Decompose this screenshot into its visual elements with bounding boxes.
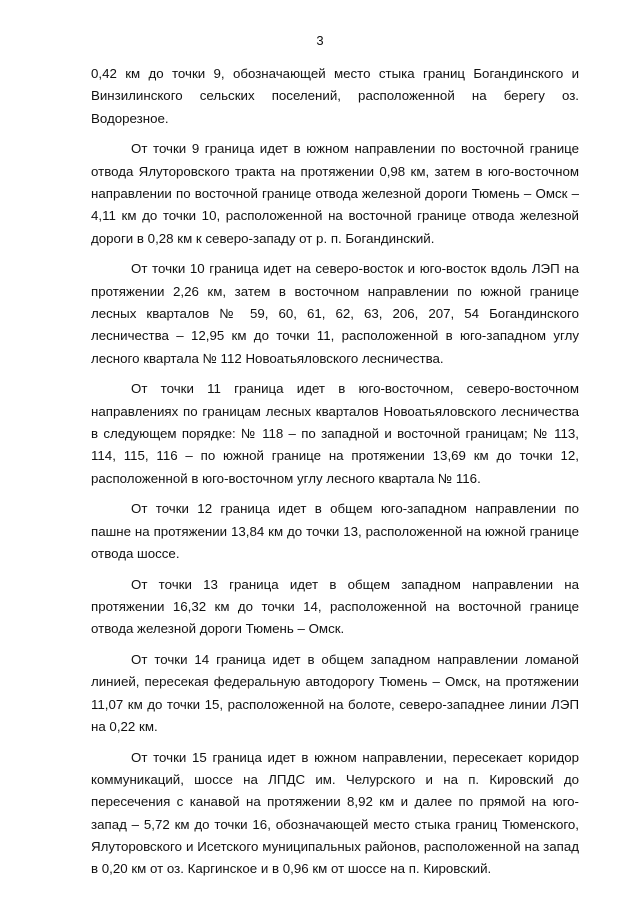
paragraph-point-13: От точки 13 граница идет в общем западном направлении на протяжении 16,32 км до точки 14, расположенной на восточной границе отвода железной дороги Тюмень – Омск. (91, 576, 579, 637)
page-number: 3 (316, 33, 324, 48)
paragraph-point-10: От точки 10 граница идет на северо-восток и юго-восток вдоль ЛЭП на протяжении 2,26 км, затем в восточном направлении по южной границе лесных кварталов № 59, 60, 61, 62, 63, 206, 207, 54 Богандинского лесничества – 12,95 км до точки 11, расположенной в юго-западном углу лесного квартала № 112 Новоатьяловского лесничества. (91, 261, 579, 366)
paragraph-point-12: От точки 12 граница идет в общем юго-западном направлении по пашне на протяжении 13,84 км до точки 13, расположенной на южной границе отвода шоссе. (91, 501, 579, 561)
document-body (91, 63, 579, 889)
paragraph-point-14: От точки 14 граница идет в общем западном направлении ломаной линией, пересекая федеральную автодорогу Тюмень – Омск, на протяжении 11,07 км до точки 15, расположенной на болоте, северо-западнее линии ЛЭП на 0,22 км. (91, 652, 579, 735)
paragraph-point-11: От точки 11 граница идет в юго-восточном, северо-восточном направлениях по границам лесных кварталов Новоатьяловского лесничества в следующем порядке: № 118 – по западной и восточной границам; № 113, 114, 115, 116 – по южной границе на протяжении 13,69 км до точки 12, расположенной в юго-восточном углу лесного квартала № 116. (91, 381, 579, 486)
paragraph-point-15: От точки 15 граница идет в южном направлении, пересекает коридор коммуникаций, шоссе на ЛПДС им. Челурского и на п. Кировский до пересечения с канавой на протяжении 8,92 км и далее по прямой на юго-запад – 5,72 км до точки 16, обозначающей место стыка границ Тюменского, Ялуторовского и Исетского муниципальных районов, расположенной на запад в 0,20 км от оз. Каргинское и в 0,96 км от шоссе на п. Кировский. (91, 749, 579, 877)
paragraph-continuation: 0,42 км до точки 9, обозначающей место стыка границ Богандинского и Винзилинского сельских поселений, расположенной на берегу оз. Водорезное. (91, 66, 579, 126)
paragraph-point-9: От точки 9 граница идет в южном направлении по восточной границе отвода Ялуторовского тракта на протяжении 0,98 км, затем в юго-восточном направлении по восточной границе отвода железной дороги Тюмень – Омск – 4,11 км до точки 10, расположенной на восточной границе отвода железной дороги в 0,28 км к северо-западу от р. п. Богандинский. (91, 141, 579, 246)
